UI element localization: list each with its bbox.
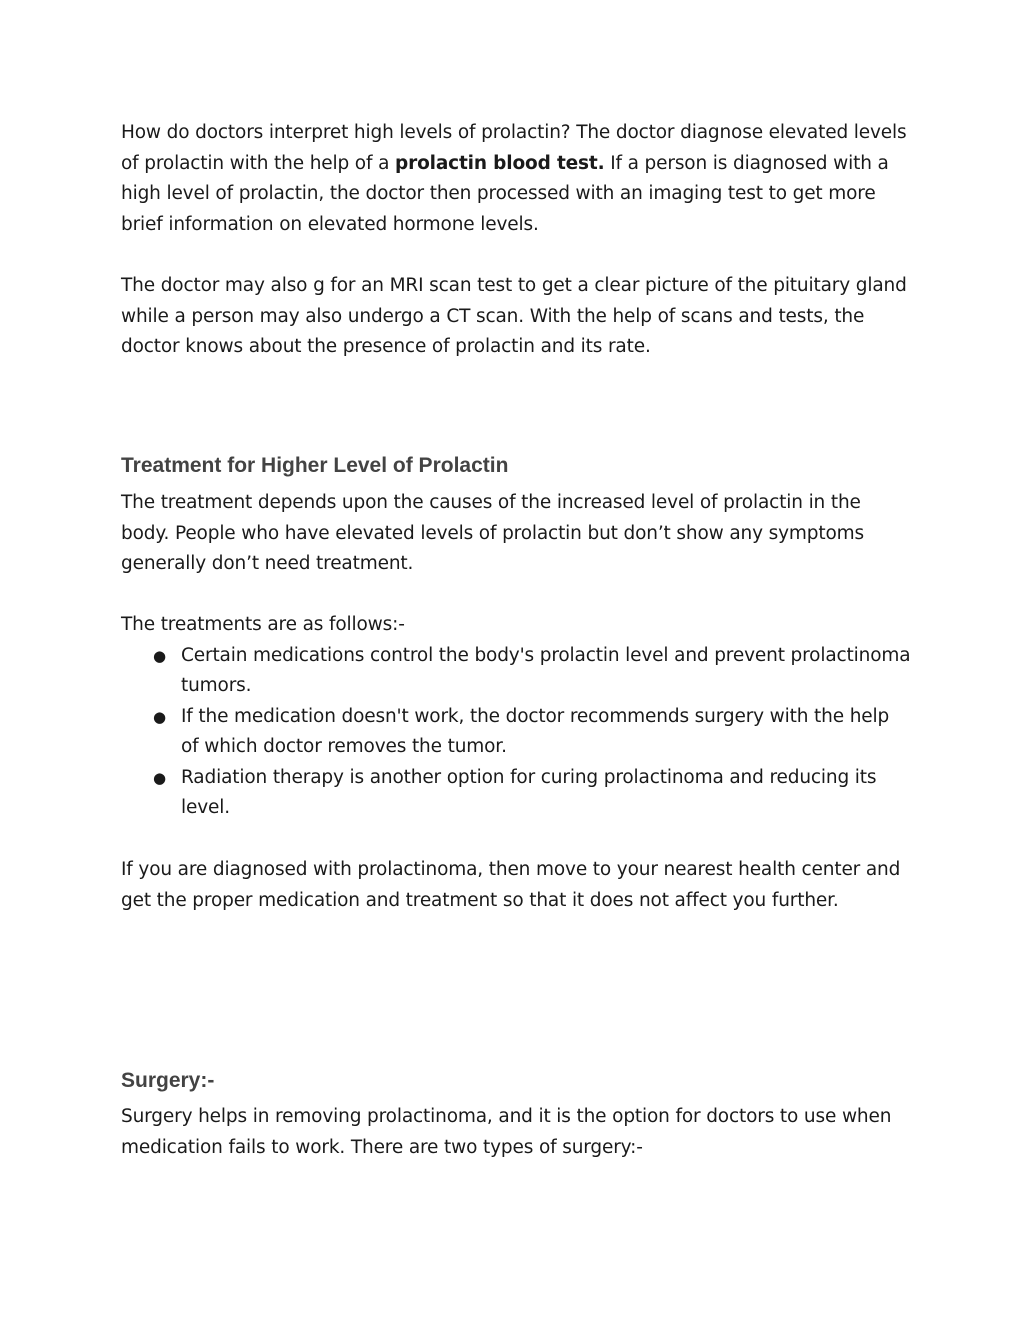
closing-text: If you are diagnosed with prolactinoma, then move to your nearest health center and get the proper medication and treatment so that it does not affect you further. [121, 859, 901, 911]
treatment-list-intro: The treatments are as follows:- [121, 614, 405, 635]
intro-text-start: How do doctors interpret high levels of prolactin? The doctor diagnose elevated levels of prolactin with the help of a [121, 122, 907, 174]
bullet-icon: ● [153, 768, 166, 787]
intro-paragraph-2 [121, 271, 911, 363]
surgery-description: Surgery helps in removing prolactinoma, and it is the option for doctors to use when medication fails to work. There are two types of surgery:- [121, 1106, 892, 1158]
intro-text-end: If a person is diagnosed with a high level of prolactin, the doctor then processed with an imaging test to get more brief information on elevated hormone levels. [121, 152, 889, 235]
treatment-list [121, 641, 911, 824]
treatment-list-section [121, 610, 911, 824]
intro-paragraph-1 [121, 118, 911, 240]
list-item-text: If the medication doesn't work, the doctor recommends surgery with the help of which doctor removes the tumor. [181, 705, 890, 757]
closing-paragraph [121, 855, 911, 916]
list-item [121, 763, 911, 824]
surgery-heading: Surgery:- [121, 1069, 215, 1092]
bullet-icon: ● [153, 646, 166, 665]
treatment-heading: Treatment for Higher Level of Prolactin [121, 454, 509, 477]
surgery-paragraph [121, 1102, 911, 1163]
bullet-icon: ● [153, 707, 166, 726]
treatment-paragraph [121, 488, 911, 580]
list-item-text: Certain medications control the body's prolactin level and prevent prolactinoma tumors. [181, 644, 911, 696]
list-item-text: Radiation therapy is another option for curing prolactinoma and reducing its level. [181, 766, 877, 818]
list-item [121, 702, 911, 763]
treatment-description: The treatment depends upon the causes of the increased level of prolactin in the body. People who have elevated levels of prolactin but don’t show any symptoms generally don’t need treatment. [121, 492, 864, 574]
prolactin-blood-test-bold: prolactin blood test. [395, 152, 605, 174]
mri-scan-paragraph: The doctor may also g for an MRI scan test to get a clear picture of the pituitary gland while a person may also undergo a CT scan. With the help of scans and tests, the doctor knows about the presence of prolactin and its rate. [121, 275, 907, 357]
list-item [121, 641, 911, 702]
